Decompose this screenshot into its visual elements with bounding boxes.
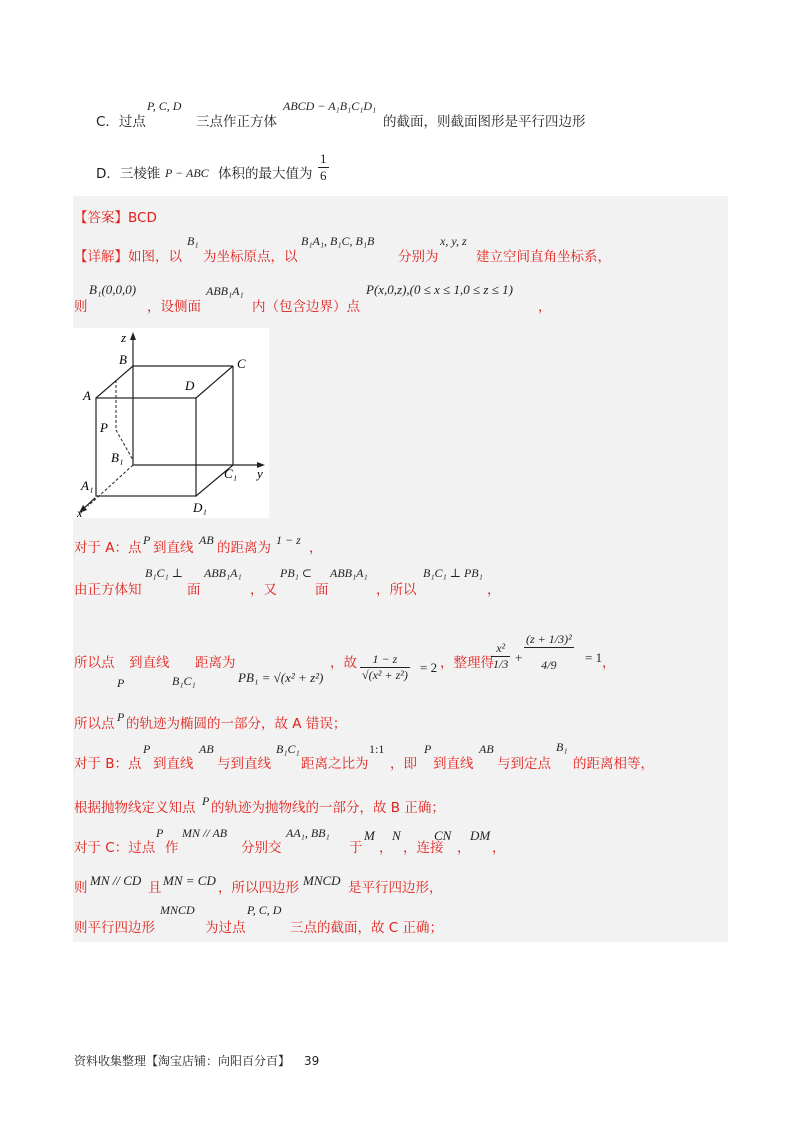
analysis-a-3a: 所以点: [74, 655, 115, 671]
analysis-a-face2: ABB₁A₁: [330, 566, 368, 580]
analysis-c-1b: 作: [165, 840, 179, 856]
analysis-a-face1: ABB₁A₁: [204, 566, 242, 580]
analysis-b-1f: 到直线: [433, 756, 474, 772]
analysis-a-2e: ，所以: [376, 582, 417, 598]
option-c-cube: ABCD − A₁B₁C₁D₁: [283, 99, 377, 113]
analysis-c-3pts: P, C, D: [247, 903, 282, 917]
analysis-a-1b: 到直线: [153, 540, 194, 556]
analysis-b-1b: 到直线: [153, 756, 194, 772]
analysis-a-3e: ，整理得: [440, 655, 494, 671]
analysis-c-1f: ，连接: [403, 840, 444, 856]
analysis-c-p: P: [156, 826, 164, 840]
analysis-a-pb1: PB₁ ⊂: [280, 566, 312, 580]
analysis-b-1c: 与到直线: [217, 756, 271, 772]
label-d1: D₁: [193, 500, 207, 515]
label-a: A: [83, 388, 91, 403]
option-c-tail: 的截面，则截面图形是平行四边形: [383, 114, 586, 130]
analysis-a-2d: 面: [315, 582, 329, 598]
analysis-a-3d: ，故: [330, 655, 357, 671]
analysis-a-perp: B₁C₁ ⊥ PB₁: [423, 566, 483, 580]
analysis-a-ell-x: $\frac{\text{x²}}{1/3}$: [493, 641, 509, 671]
analysis-b-b1c1: B₁C₁: [276, 742, 300, 756]
analysis-c-2b: 且: [148, 880, 162, 896]
option-c-points: P, C, D: [147, 99, 182, 113]
analysis-a-b1c1: B₁C₁ ⊥: [145, 566, 183, 580]
analysis-a-1d: ，: [309, 540, 323, 556]
analysis-a-p: P: [143, 533, 151, 547]
detail-axes: B₁A₁, B₁C, B₁B: [301, 234, 375, 248]
analysis-c-dm: DM: [470, 828, 491, 843]
analysis-c-3c: 三点的截面，故 C 正确；: [290, 920, 444, 936]
analysis-c-3a: 则平行四边形: [74, 920, 155, 936]
analysis-b-p: P: [143, 742, 151, 756]
analysis-b-ab2: AB: [479, 742, 494, 756]
x-axis-dashed: [88, 465, 133, 506]
analysis-b-1g: 与到定点: [497, 756, 551, 772]
analysis-b-2p: P: [202, 794, 210, 808]
detail-origin: B₁: [187, 234, 199, 248]
option-d-fraction: $\frac{1}{6}$: [320, 151, 327, 183]
analysis-c-2mn: MN // CD: [90, 873, 142, 888]
option-c: C．过点: [96, 114, 146, 130]
analysis-a-3f: ，: [602, 655, 616, 671]
analysis-b-1h: 的距离相等，: [573, 756, 654, 772]
analysis-a-2b: 面: [187, 582, 201, 598]
cube-figure: [73, 328, 269, 518]
analysis-a-2a: 由正方体知: [74, 582, 142, 598]
analysis-c-aa: AA₁, BB₁: [286, 826, 330, 840]
analysis-b-2a: 根据抛物线定义知点: [74, 800, 196, 816]
analysis-c-2c: ，所以四边形: [218, 880, 299, 896]
edge-dc: [196, 366, 233, 398]
analysis-a-3p: P: [117, 676, 125, 690]
analysis-c-1g: ，: [457, 840, 471, 856]
analysis-b-p2: P: [424, 742, 432, 756]
analysis-c-1e: ，: [379, 840, 393, 856]
detail-line-1c: 分别为: [398, 249, 439, 265]
analysis-a-3line: B₁C₁: [172, 674, 196, 688]
analysis-c-1c: 分别交: [241, 840, 282, 856]
label-x: x: [77, 506, 83, 518]
analysis-a-3b: 到直线: [129, 655, 170, 671]
label-y: y: [257, 466, 263, 481]
analysis-a-4p: P: [117, 710, 125, 724]
analysis-a-1c: 的距离为: [217, 540, 271, 556]
detail-face: ABB₁A₁: [206, 284, 244, 298]
page-footer: [74, 1052, 319, 1069]
cube-svg: [73, 328, 269, 518]
label-d: D: [185, 378, 195, 393]
analysis-a-3pb1: PB₁ = √(x² + z²): [238, 670, 324, 685]
analysis-a-4a: 所以点: [74, 716, 115, 732]
label-c: C: [237, 356, 246, 371]
analysis-b-1e: ，即: [390, 756, 417, 772]
analysis-b-2b: 的轨迹为抛物线的一部分，故 B 正确；: [211, 800, 445, 816]
analysis-b-ratio: 1:1: [369, 742, 385, 756]
label-a1: A₁: [81, 478, 94, 493]
analysis-a-4b: 的轨迹为椭圆的一部分，故 A 错误；: [126, 716, 347, 732]
page-number: 39: [304, 1054, 320, 1068]
analysis-a-ell-z: $\frac{\text{(z + 1/3)²}}{4/9}$: [524, 626, 574, 673]
label-z: z: [121, 330, 127, 345]
analysis-a-ab: AB: [199, 533, 214, 547]
analysis-a-plus: +: [515, 650, 523, 665]
analysis-b-b1: B₁: [556, 740, 568, 754]
analysis-c-3b: 为过点: [205, 920, 246, 936]
option-c-mid: 三点作正方体: [196, 114, 277, 130]
analysis-c-2eq: MN = CD: [163, 873, 216, 888]
detail-line-2c: 内（包含边界）点: [252, 299, 360, 315]
detail-point-p: P(x,0,z),(0 ≤ x ≤ 1,0 ≤ z ≤ 1): [366, 282, 513, 297]
front-face: [96, 398, 196, 496]
analysis-a-3c: 距离为: [195, 655, 236, 671]
analysis-c-cn: CN: [434, 828, 452, 843]
edge-ab: [96, 366, 133, 398]
label-b: B: [119, 352, 127, 367]
option-d-mid: 体积的最大值为: [218, 166, 313, 182]
analysis-b-1a: 对于 B：点: [74, 756, 142, 772]
analysis-c-2d: 是平行四边形，: [348, 880, 443, 896]
z-arrow: [130, 332, 136, 340]
detail-line-2d: ，: [538, 299, 552, 315]
analysis-c-2a: 则: [74, 880, 88, 896]
analysis-c-2q: MNCD: [303, 873, 341, 888]
detail-line-1d: 建立空间直角坐标系，: [476, 249, 611, 265]
analysis-a-2c: ，又: [250, 582, 277, 598]
detail-line-2b: ，设侧面: [147, 299, 201, 315]
label-b1: B₁: [111, 450, 124, 465]
analysis-c-1d: 于: [349, 840, 363, 856]
detail-line-2a: 则: [74, 299, 88, 315]
analysis-c-mn: MN // AB: [182, 826, 228, 840]
analysis-c-n: N: [392, 828, 401, 843]
analysis-a-eq1: = 1: [585, 650, 603, 665]
footer-source: 资料收集整理【淘宝店铺：向阳百分百】: [74, 1054, 291, 1068]
detail-line-1: 【详解】如图，以: [74, 249, 182, 265]
analysis-b-ab: AB: [199, 742, 214, 756]
analysis-a-1a: 对于 A：点: [74, 540, 142, 556]
detail-b1-origin: B₁(0,0,0): [89, 282, 137, 297]
analysis-a-dist: 1 − z: [276, 533, 301, 547]
analysis-c-1a: 对于 C：过点: [74, 840, 156, 856]
analysis-c-3q: MNCD: [160, 903, 195, 917]
label-p: P: [100, 420, 108, 435]
analysis-a-ratio: $\frac{1 - z}{\text{√(x² + z²)}}$: [362, 652, 408, 682]
detail-line-1b: 为坐标原点，以: [203, 249, 298, 265]
analysis-a-2f: ，: [487, 582, 501, 598]
analysis-b-1d: 距离之比为: [301, 756, 369, 772]
label-c1: C₁: [224, 466, 238, 481]
analysis-c-1h: ，: [492, 840, 506, 856]
analysis-c-m: M: [364, 828, 375, 843]
answer-line: 【答案】BCD: [74, 210, 157, 226]
option-d: D．三棱锥: [96, 166, 161, 182]
option-d-pyramid: P − ABC: [165, 166, 209, 180]
analysis-a-eq2: = 2: [420, 660, 438, 675]
detail-xyz: x, y, z: [440, 234, 467, 248]
